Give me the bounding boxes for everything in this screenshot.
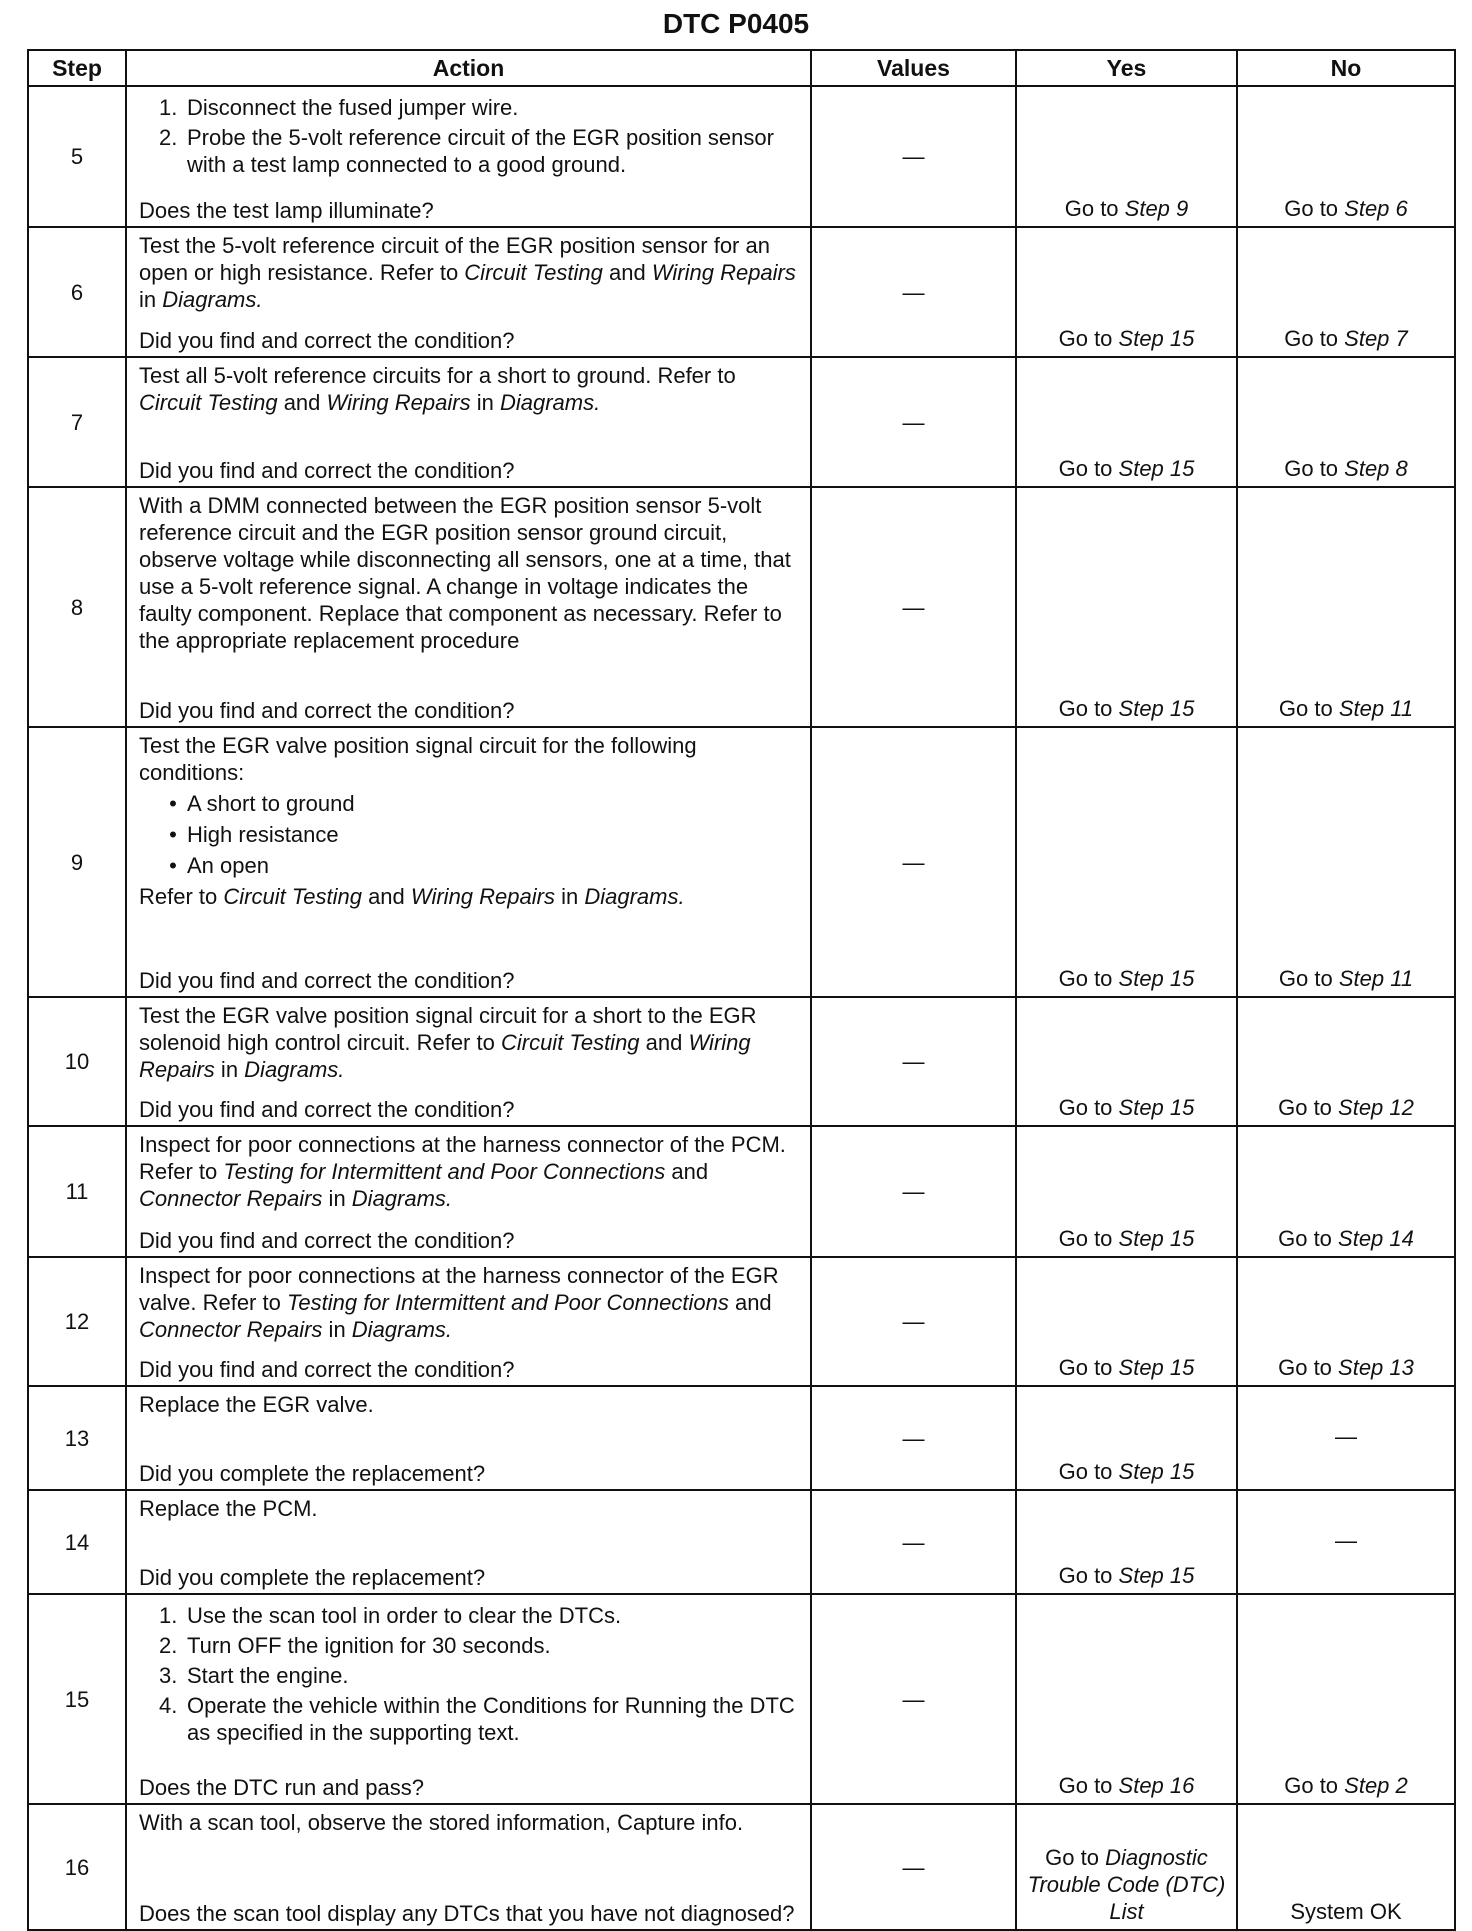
action-instructions: [139, 362, 800, 416]
yes-result: [1016, 1126, 1237, 1257]
text-segment: Step 11: [1338, 966, 1414, 991]
item-text: [187, 124, 800, 178]
text-segment: Go to: [1045, 1845, 1106, 1870]
text-segment: Go to: [1058, 1355, 1119, 1380]
text-segment: Diagrams.: [244, 1057, 345, 1082]
text-segment: Operate the vehicle within the Conditions for Running the DTC as specified in the supporting text.: [187, 1693, 795, 1745]
action-instructions: [139, 1131, 800, 1212]
action-content: [127, 728, 810, 996]
step-number: 10: [28, 997, 126, 1126]
action-question: Did you find and correct the condition?: [139, 328, 515, 353]
values-cell: —: [811, 227, 1016, 357]
text-segment: in: [470, 390, 500, 415]
header-action: Action: [126, 50, 811, 86]
text-segment: System OK: [1290, 1899, 1402, 1924]
action-cell: [126, 997, 811, 1126]
text-segment: Step 15: [1118, 326, 1195, 351]
text-segment: Inspect for poor connections at the harness connector of the PCM. Refer to: [139, 1132, 786, 1184]
action-content: [127, 87, 810, 226]
text-segment: Go to: [1058, 696, 1119, 721]
text-segment: Step 15: [1118, 1563, 1195, 1588]
item-text: [187, 1632, 551, 1659]
table-row: [28, 1257, 1455, 1386]
no-result: [1237, 357, 1455, 487]
action-paragraph: [139, 1391, 800, 1418]
text-segment: Step 13: [1338, 1355, 1414, 1380]
text-segment: and: [277, 390, 327, 415]
step-number: 7: [28, 357, 126, 487]
text-segment: Step 9: [1124, 196, 1189, 221]
yes-result: [1016, 997, 1237, 1126]
yes-result: [1016, 357, 1237, 487]
step-number: 6: [28, 227, 126, 357]
text-segment: Diagrams.: [499, 390, 601, 415]
text-segment: Testing for Intermittent and Poor Connections: [223, 1159, 666, 1184]
step-number: 5: [28, 86, 126, 227]
action-content: [127, 1127, 810, 1256]
text-segment: Go to: [1058, 966, 1119, 991]
header-step: Step: [28, 50, 126, 86]
values-cell: —: [811, 487, 1016, 727]
text-segment: An open: [187, 853, 269, 878]
text-segment: Circuit Testing: [464, 260, 603, 285]
table-row: [28, 1490, 1455, 1594]
text-segment: Go to: [1058, 1773, 1119, 1798]
item-text: [187, 852, 269, 879]
text-segment: Go to: [1278, 1355, 1339, 1380]
text-segment: and: [728, 1290, 772, 1315]
text-segment: Step 11: [1338, 696, 1414, 721]
action-paragraph: [139, 362, 800, 416]
table-row: [28, 1126, 1455, 1257]
action-instructions: [139, 91, 800, 181]
bullet-item: [159, 790, 800, 817]
action-instructions: [139, 1495, 800, 1522]
text-segment: Wiring Repairs: [410, 884, 555, 909]
item-text: [187, 821, 339, 848]
table-row: [28, 997, 1455, 1126]
text-segment: Go to: [1278, 1226, 1339, 1251]
text-segment: in: [322, 1186, 352, 1211]
table-row: [28, 86, 1455, 227]
action-question: Did you find and correct the condition?: [139, 968, 515, 993]
text-segment: Diagnostic Trouble Code (DTC) List: [1027, 1845, 1226, 1924]
table-row: [28, 1804, 1455, 1930]
text-segment: —: [1335, 1527, 1357, 1553]
text-segment: Refer to: [139, 884, 224, 909]
bullet-item: [159, 821, 800, 848]
action-question: Does the scan tool display any DTCs that you have not diagnosed?: [139, 1901, 795, 1926]
action-question: Did you find and correct the condition?: [139, 1097, 515, 1122]
action-paragraph: [139, 1495, 800, 1522]
table-row: [28, 1594, 1455, 1804]
header-values: Values: [811, 50, 1016, 86]
action-content: [127, 998, 810, 1125]
text-segment: Replace the PCM.: [139, 1496, 318, 1521]
table-row: [28, 727, 1455, 997]
numbered-item: [159, 1662, 800, 1689]
action-content: [127, 228, 810, 356]
text-segment: Test all 5-volt reference circuits for a short to ground. Refer to: [139, 363, 736, 388]
text-segment: Step 15: [1118, 966, 1195, 991]
no-result: [1237, 86, 1455, 227]
text-segment: Start the engine.: [187, 1663, 349, 1688]
header-yes: Yes: [1016, 50, 1237, 86]
text-segment: Step 15: [1118, 456, 1195, 481]
step-number: 15: [28, 1594, 126, 1804]
values-cell: —: [811, 86, 1016, 227]
text-segment: Step 15: [1118, 696, 1195, 721]
yes-result: [1016, 86, 1237, 227]
text-segment: Test the EGR valve position signal circuit for the following conditions:: [139, 733, 697, 785]
action-instructions: [139, 1391, 800, 1418]
yes-result: [1016, 727, 1237, 997]
numbered-item: [159, 124, 800, 178]
action-cell: [126, 727, 811, 997]
yes-result: [1016, 227, 1237, 357]
text-segment: Step 15: [1118, 1226, 1195, 1251]
item-marker: •: [169, 853, 177, 878]
text-segment: Circuit Testing: [223, 884, 362, 909]
text-segment: and: [665, 1159, 709, 1184]
text-segment: Diagrams.: [351, 1186, 453, 1211]
text-segment: Go to: [1278, 696, 1339, 721]
text-segment: —: [1335, 1423, 1357, 1449]
action-content: [127, 1387, 810, 1489]
action-cell: [126, 1257, 811, 1386]
numbered-item: [159, 1692, 800, 1746]
action-question: Did you find and correct the condition?: [139, 458, 515, 483]
action-paragraph: [139, 732, 800, 786]
no-result: [1237, 227, 1455, 357]
text-segment: and: [361, 884, 411, 909]
table-row: [28, 357, 1455, 487]
text-segment: Go to: [1278, 1095, 1339, 1120]
step-number: 13: [28, 1386, 126, 1490]
action-question: Did you complete the replacement?: [139, 1565, 486, 1590]
text-segment: Connector Repairs: [139, 1317, 323, 1342]
values-cell: —: [811, 727, 1016, 997]
values-cell: —: [811, 1594, 1016, 1804]
numbered-item: [159, 1632, 800, 1659]
action-instructions: [139, 232, 800, 313]
text-segment: Wiring Repairs: [651, 260, 796, 285]
no-result: [1237, 1804, 1455, 1930]
text-segment: A short to ground: [187, 791, 355, 816]
text-segment: Connector Repairs: [139, 1186, 323, 1211]
text-segment: Go to: [1058, 1226, 1119, 1251]
text-segment: Step 15: [1118, 1459, 1195, 1484]
text-segment: Step 14: [1338, 1226, 1414, 1251]
action-cell: [126, 1126, 811, 1257]
action-paragraph: [139, 1131, 800, 1212]
action-content: [127, 1258, 810, 1385]
text-segment: Disconnect the fused jumper wire.: [187, 95, 519, 120]
text-segment: Diagrams.: [351, 1317, 453, 1342]
action-content: [127, 488, 810, 726]
text-segment: Wiring Repairs: [326, 390, 471, 415]
step-number: 14: [28, 1490, 126, 1594]
text-segment: Go to: [1284, 196, 1345, 221]
text-segment: Step 12: [1338, 1095, 1414, 1120]
text-segment: Go to: [1058, 326, 1119, 351]
action-cell: [126, 1490, 811, 1594]
action-cell: [126, 227, 811, 357]
item-marker: 3.: [159, 1663, 178, 1688]
item-marker: 1.: [159, 95, 178, 120]
values-cell: —: [811, 1804, 1016, 1930]
no-result: [1237, 1386, 1455, 1490]
text-segment: Go to: [1284, 1773, 1345, 1798]
action-content: [127, 1491, 810, 1593]
table-row: [28, 227, 1455, 357]
text-segment: Circuit Testing: [139, 390, 278, 415]
action-cell: [126, 86, 811, 227]
text-segment: Go to: [1058, 456, 1119, 481]
action-instructions: [139, 732, 800, 910]
item-text: [187, 94, 518, 121]
item-marker: 4.: [159, 1693, 178, 1718]
text-segment: Turn OFF the ignition for 30 seconds.: [187, 1633, 551, 1658]
step-number: 12: [28, 1257, 126, 1386]
action-paragraph: [139, 1002, 800, 1083]
action-instructions: [139, 1809, 800, 1836]
no-result: [1237, 1594, 1455, 1804]
item-text: [187, 790, 355, 817]
action-question: Did you complete the replacement?: [139, 1461, 486, 1486]
item-text: [187, 1602, 621, 1629]
action-paragraph: [139, 1809, 800, 1836]
text-segment: Inspect for poor connections at the harness connector of the EGR valve. Refer to: [139, 1263, 779, 1315]
action-instructions: [139, 492, 800, 654]
yes-result: [1016, 1257, 1237, 1386]
text-segment: Go to: [1058, 1095, 1119, 1120]
action-cell: [126, 1386, 811, 1490]
item-text: [187, 1662, 348, 1689]
text-segment: Step 7: [1344, 326, 1408, 351]
values-cell: —: [811, 357, 1016, 487]
action-content: [127, 358, 810, 486]
text-segment: Go to: [1284, 456, 1345, 481]
action-cell: [126, 357, 811, 487]
item-marker: •: [169, 822, 177, 847]
action-paragraph: [139, 1262, 800, 1343]
values-cell: —: [811, 1386, 1016, 1490]
action-question: Did you find and correct the condition?: [139, 698, 515, 723]
step-number: 11: [28, 1126, 126, 1257]
no-result: [1237, 1490, 1455, 1594]
text-segment: and: [602, 260, 652, 285]
step-number: 16: [28, 1804, 126, 1930]
text-segment: With a scan tool, observe the stored information, Capture info.: [139, 1810, 744, 1835]
yes-result: [1016, 1594, 1237, 1804]
no-result: [1237, 487, 1455, 727]
action-question: Does the DTC run and pass?: [139, 1775, 424, 1800]
text-segment: in: [322, 1317, 352, 1342]
action-content: [127, 1805, 810, 1929]
text-segment: Step 8: [1344, 456, 1408, 481]
yes-result: [1016, 487, 1237, 727]
no-result: [1237, 1257, 1455, 1386]
no-result: [1237, 727, 1455, 997]
action-instructions: [139, 1002, 800, 1083]
numbered-item: [159, 1602, 800, 1629]
item-marker: 2.: [159, 125, 178, 150]
action-paragraph: [139, 232, 800, 313]
numbered-item: [159, 94, 800, 121]
action-content: [127, 1595, 810, 1803]
text-segment: Wiring Repairs: [139, 1030, 751, 1082]
text-segment: Go to: [1058, 1563, 1119, 1588]
values-cell: —: [811, 1490, 1016, 1594]
text-segment: Testing for Intermittent and Poor Connections: [286, 1290, 729, 1315]
action-question: Did you find and correct the condition?: [139, 1357, 515, 1382]
text-segment: Diagrams.: [584, 884, 685, 909]
no-result: [1237, 997, 1455, 1126]
text-segment: in: [139, 287, 163, 312]
table-row: [28, 487, 1455, 727]
action-cell: [126, 487, 811, 727]
bullet-item: [159, 852, 800, 879]
table-body: [28, 86, 1455, 1930]
item-text: [187, 1692, 800, 1746]
item-marker: 2.: [159, 1633, 178, 1658]
text-segment: and: [639, 1030, 689, 1055]
text-segment: Test the EGR valve position signal circuit for a short to the EGR solenoid high control circuit. Refer to: [139, 1003, 757, 1055]
values-cell: —: [811, 1126, 1016, 1257]
text-segment: Step 16: [1118, 1773, 1195, 1798]
action-cell: [126, 1804, 811, 1930]
text-segment: Test the 5-volt reference circuit of the EGR position sensor for an open or high resistance. Refer to: [139, 233, 770, 285]
header-row: [28, 50, 1455, 86]
text-segment: With a DMM connected between the EGR position sensor 5-volt reference circuit and the EGR position sensor ground circuit, observe voltage while disconnecting all sensors, one at a time, that use a 5-volt reference signal. A change in voltage indicates the faulty component. Replace that component as necessary. Refer to the appropriate replacement procedure: [139, 493, 791, 653]
action-paragraph: [139, 492, 800, 654]
values-cell: —: [811, 1257, 1016, 1386]
yes-result: [1016, 1490, 1237, 1594]
item-marker: 1.: [159, 1603, 178, 1628]
text-segment: Step 15: [1118, 1355, 1195, 1380]
yes-result: [1016, 1386, 1237, 1490]
text-segment: Circuit Testing: [500, 1030, 640, 1055]
text-segment: Step 15: [1118, 1095, 1195, 1120]
text-segment: Probe the 5-volt reference circuit of the EGR position sensor with a test lamp connected to a good ground.: [187, 125, 774, 177]
step-number: 8: [28, 487, 126, 727]
text-segment: Step 2: [1344, 1773, 1408, 1798]
diagnostic-table: [27, 49, 1456, 1931]
action-question: Did you find and correct the condition?: [139, 1228, 515, 1253]
document-title: DTC P0405: [662, 8, 810, 39]
step-number: 9: [28, 727, 126, 997]
action-instructions: [139, 1599, 800, 1749]
action-instructions: [139, 1262, 800, 1343]
table-row: [28, 1386, 1455, 1490]
text-segment: Replace the EGR valve.: [139, 1392, 374, 1417]
text-segment: in: [214, 1057, 245, 1082]
text-segment: High resistance: [187, 822, 339, 847]
text-segment: Step 6: [1344, 196, 1408, 221]
text-segment: Go to: [1058, 1459, 1119, 1484]
values-cell: —: [811, 997, 1016, 1126]
action-cell: [126, 1594, 811, 1804]
action-question: Does the test lamp illuminate?: [139, 198, 434, 223]
text-segment: Use the scan tool in order to clear the DTCs.: [187, 1603, 622, 1628]
yes-result: [1016, 1804, 1237, 1930]
action-paragraph: [139, 883, 800, 910]
text-segment: Diagrams.: [162, 287, 263, 312]
item-marker: •: [169, 791, 177, 816]
text-segment: Go to: [1278, 966, 1339, 991]
text-segment: Go to: [1064, 196, 1125, 221]
header-no: No: [1237, 50, 1455, 86]
text-segment: Go to: [1284, 326, 1345, 351]
no-result: [1237, 1126, 1455, 1257]
text-segment: in: [554, 884, 585, 909]
